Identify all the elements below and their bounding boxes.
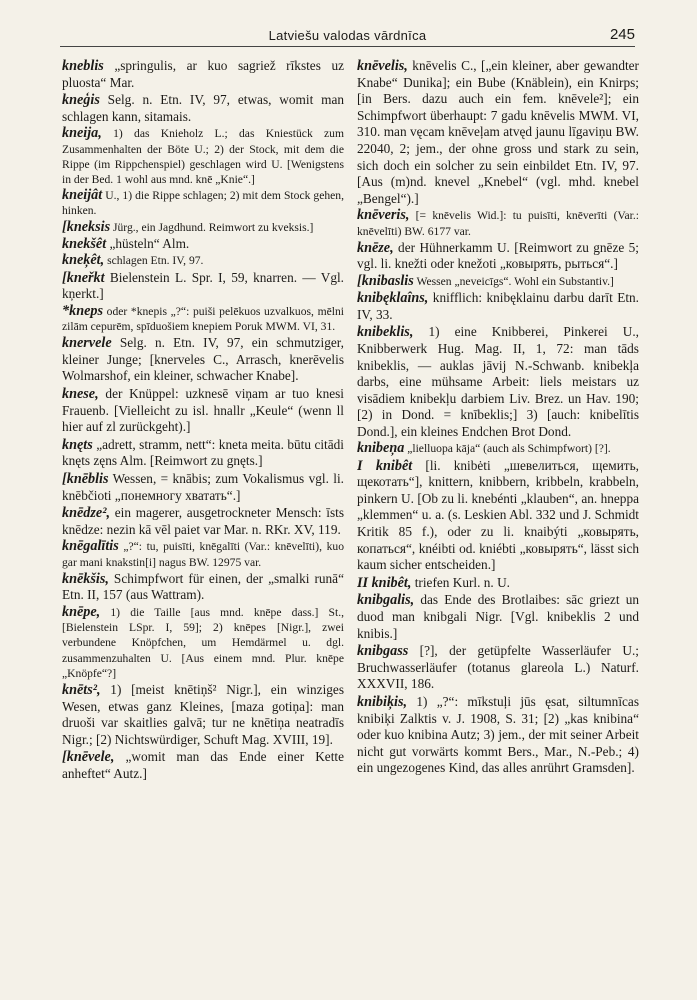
dictionary-entry — [62, 539, 344, 569]
entry-definition: Schimpfwort für einen, der „smalki runā“ Etn. II, 157 (aus Wattram). — [62, 570, 344, 603]
entry-headword: knibęklaîns, — [357, 290, 429, 307]
entry-definition: 1) das Knieholz L.; das Kniestück zum Zusammenhalten der Böte U.; 2) der Stock, mit dem die Rippe (im Rippchenspiel) geschlagen wird U. [Wenigstens in der Bed. 1 wohl aus mnd. knē „Knie“.] — [62, 127, 344, 186]
entry-headword: kneblis — [62, 58, 104, 74]
dictionary-entry — [357, 240, 639, 273]
dictionary-entry — [62, 471, 344, 504]
entry-headword: kneija, — [62, 125, 102, 142]
entry-headword: *kneps — [62, 302, 103, 319]
entry-definition: der Hühnerkamm U. [Reimwort zu gnēze 5; vgl. li. knežti oder knežoti „ковырять, рыться“.] — [357, 239, 639, 272]
entry-definition: Bielenstein L. Spr. I, 59, knarren. — Vgl. kņerkt.] — [62, 269, 344, 302]
dictionary-entry — [62, 92, 344, 125]
entry-headword: knibeklis, — [357, 324, 414, 341]
entry-headword: kneģis — [62, 92, 100, 109]
entry-definition: Wessen „neveicīgs“. Wohl ein Substantiv.] — [413, 274, 614, 288]
entry-headword: [knibaslis — [357, 272, 414, 289]
entry-headword: knęts — [62, 436, 93, 453]
entry-headword: knēveris, — [357, 207, 410, 224]
entry-definition: triefen Kurl. n. U. — [411, 574, 510, 590]
entry-headword: knēkšis, — [62, 570, 109, 587]
dictionary-entry — [62, 335, 344, 385]
dictionary-entry — [62, 437, 344, 470]
entry-definition: „?“: tu, puisīti, knēgalīti (Var.: knēvelīti), kuo gar mani knakstin[i] nagus BW. 12975 var. — [62, 540, 344, 569]
right-column — [357, 58, 639, 993]
entry-headword: knibgalis, — [357, 592, 415, 609]
page-header — [60, 24, 635, 47]
entry-definition: 1) [meist knētiņš² Nigr.], ein winziges Wesen, etwas ganz Kleines, [maza gotiņa]: man druoši var skaitlies galvā; tur ne knētiņa neatradīs Nigr.; [2) Nichtswürdiger, Schuft Mag. XVIII, 19]. — [62, 681, 344, 747]
entry-definition: „springulis, ar kuo sagriež rīkstes uz pluosta“ Mar. — [62, 58, 344, 90]
entry-definition: oder *knepis „?“: puiši pelēkuos uzvalkuos, mēlni zilām cepurēm, spīduošiem knepiem Poruk MWM. VI, 31. — [62, 304, 344, 333]
entry-definition: U., 1) die Rippe schlagen; 2) mit dem Stock gehen, hinken. — [62, 189, 344, 218]
entry-definition: [li. knibėti „шевелиться, щемить, щекотать“], knittern, knibbern, kribbeln, krabbeln, pinkern U. [Ob zu li. knebénti „klauben“, an. hneppa „klemmen“ u. a. (s. Leskien Abl. 332 und J. Schmidt Kritik 85 f.), oder zu li. knaibýti „ковырять, копаться“, knéibti od. kniébti „ковырять“, lässt sich kaum sicher entscheiden.] — [357, 457, 639, 573]
entry-headword: knervele — [62, 335, 112, 352]
entry-headword: [knēvele, — [62, 749, 115, 766]
dictionary-entry — [62, 749, 344, 782]
left-column — [62, 58, 344, 993]
dictionary-entry — [357, 324, 639, 440]
entry-definition: der Knüppel: uzknesē viņam ar tuo knesi Frauenb. [Vielleicht zu isl. hnallr „Keule“ (wenn ll hier auf zl zurückgeht).] — [62, 385, 344, 435]
entry-definition: [= knēvelis Wid.]: tu puisīti, knēverīti (Var.: knēvelīti) BW. 6177 var. — [357, 209, 639, 238]
dictionary-entry — [62, 220, 344, 235]
entry-definition: ein magerer, ausgetrockneter Mensch: īsts knēdze: nezin kā vēl paiet var Mar. n. RKr. XV, 119. — [62, 505, 344, 537]
entry-headword: knibgass — [357, 643, 409, 660]
entry-definition: 1) eine Knibberei, Pinkerei U., Knibberwerk Hug. Mag. II, 1, 72: man tāds knibeklis, — auklas jāvij N.-Schwanb. knibekļa darbs, eine mühsame Arbeit: liels meistars uz visādiem knibekļu darbiem Liv. Brez. un Hav. 190; [2) in Dond. = knībeklis;] 3) [auch: knibelītis Dond.], ein kleines Endchen Brot Dond. — [357, 324, 639, 439]
dictionary-entry — [62, 571, 344, 604]
entry-headword: knēvelis, — [357, 58, 408, 74]
entry-headword: knēts², — [62, 681, 101, 698]
entry-definition: schlagen Etn. IV, 97. — [104, 254, 204, 268]
dictionary-entry — [357, 274, 639, 289]
entry-definition: „hüsteln“ Alm. — [106, 235, 190, 251]
entry-headword: I knibêt — [357, 457, 413, 474]
entry-headword: knēze, — [357, 239, 394, 256]
entry-definition: [?], der getüpfelte Wasserläufer U.; Bruchwasserläufer (totanus glareola L.) Naturf. XXXVII, 186. — [357, 643, 639, 692]
dictionary-entry — [357, 575, 639, 592]
entry-headword: knibeņa — [357, 440, 405, 457]
dictionary-entry — [62, 304, 344, 334]
entry-headword: II knibêt, — [357, 574, 412, 591]
dictionary-entry — [357, 290, 639, 323]
dictionary-entry — [357, 643, 639, 693]
dictionary-entry — [357, 441, 639, 456]
dictionary-entry — [62, 253, 344, 268]
dictionary-entry — [62, 126, 344, 187]
entry-headword: knēdze², — [62, 505, 110, 522]
dictionary-entry — [357, 694, 639, 777]
entry-definition: Selg. n. Etn. IV, 97, etwas, womit man schlagen kann, sitamais. — [62, 92, 344, 124]
entry-definition: das Ende des Brotlaibes: sāc griezt un duod man knibgali Nigr. [Vgl. knibeklis 2 und knibis.] — [357, 592, 639, 641]
entry-headword: [kneřkt — [62, 269, 105, 286]
dictionary-entry — [357, 58, 639, 207]
running-title: Latviešu valodas vārdnīca — [268, 28, 427, 43]
page-number: 245 — [609, 26, 635, 43]
entry-definition: Wessen, = knābis; zum Vokalismus vgl. li. knēbčioti „понемногу хватать“.] — [62, 470, 344, 503]
entry-definition: 1) die Taille [aus mnd. knēpe dass.] St., [Bielenstein LSpr. I, 59]; 2) knēpes [Nigr.], zwei verbundene Knöpfchen, um Hemdärmel u. dgl. zusammenzuhalten U. [Aus einem mnd. Plur. knēpe „Knöpfe“?] — [62, 605, 344, 680]
entry-headword: knese, — [62, 385, 99, 402]
entry-headword: [kneksis — [62, 218, 111, 235]
entry-headword: kneķêt, — [62, 252, 105, 269]
dictionary-entry — [62, 505, 344, 538]
entry-definition: 1) „?“: mīkstuļi jūs ęsat, siltumnīcas knibiķi Zalktis v. J. 1908, S. 31; [2) „kas knibina“ oder kuo knibina Autz; 3) jem., der mit seiner Arbeit nicht gut vorwärts kommt Bers., Mar., N.-Peb.; 4) ein ungezogenes Kind, das alles anrührt Gramsden]. — [357, 694, 639, 776]
entry-headword: knibiķis, — [357, 694, 408, 710]
dictionary-entry — [62, 605, 344, 681]
dictionary-entry — [62, 188, 344, 218]
entry-definition: knifflich: knibęklainu darbu darīt Etn. IV, 33. — [357, 290, 639, 322]
entry-definition: „womit man das Ende einer Kette anheftet“ Autz.] — [62, 749, 344, 781]
entry-definition: knēvelis C., [„ein kleiner, aber gewandter Knabe“ Dunika]; ein Bube (Knäblein), ein Knirps; [in Bers. dazu auch ein fem. knēvele²]; ein Schimpfwort überhaupt: 7 gadu knēvelis MWM. VI, 310. man vęcam knēveļam atvęd jaunu līgaviņu BW. 22040, 2; jem., der ohne gross und stark zu sein, sich doch ein solcher zu sein einbildet Etn. IV, 97. [Aus (m)nd. knevel „Knebel“ (vgl. mhd. knebel „Bengel“).] — [357, 58, 639, 206]
dictionary-entry — [357, 208, 639, 238]
entry-definition: „adrett, stramm, nett“: kneta meita. būtu citādi knęts zęns Alm. [Reimwort zu gnęts.] — [62, 436, 344, 469]
entry-headword: knekšêt — [62, 235, 107, 252]
entry-headword: kneijât — [62, 187, 103, 204]
dictionary-entry — [62, 270, 344, 303]
entry-headword: [knēblis — [62, 470, 109, 487]
entry-headword: knēpe, — [62, 603, 101, 620]
dictionary-entry — [62, 682, 344, 748]
entry-headword: knēgalītis — [62, 538, 119, 555]
dictionary-entry — [357, 592, 639, 642]
entry-definition: Selg. n. Etn. IV, 97, ein schmutziger, kleiner Junge; [knerveles C., Arrasch, knerēvelis Wolmarshof, ein kleiner, schwacher Knabe]. — [62, 335, 344, 384]
dictionary-entry — [62, 236, 344, 253]
entry-definition: Jürg., ein Jagdhund. Reimwort zu kveksis.] — [110, 220, 314, 234]
dictionary-entry — [62, 58, 344, 91]
dictionary-entry — [357, 458, 639, 574]
dictionary-entry — [62, 386, 344, 436]
entry-definition: „lielluopa kāja“ (auch als Schimpfwort) [?]. — [404, 442, 611, 456]
